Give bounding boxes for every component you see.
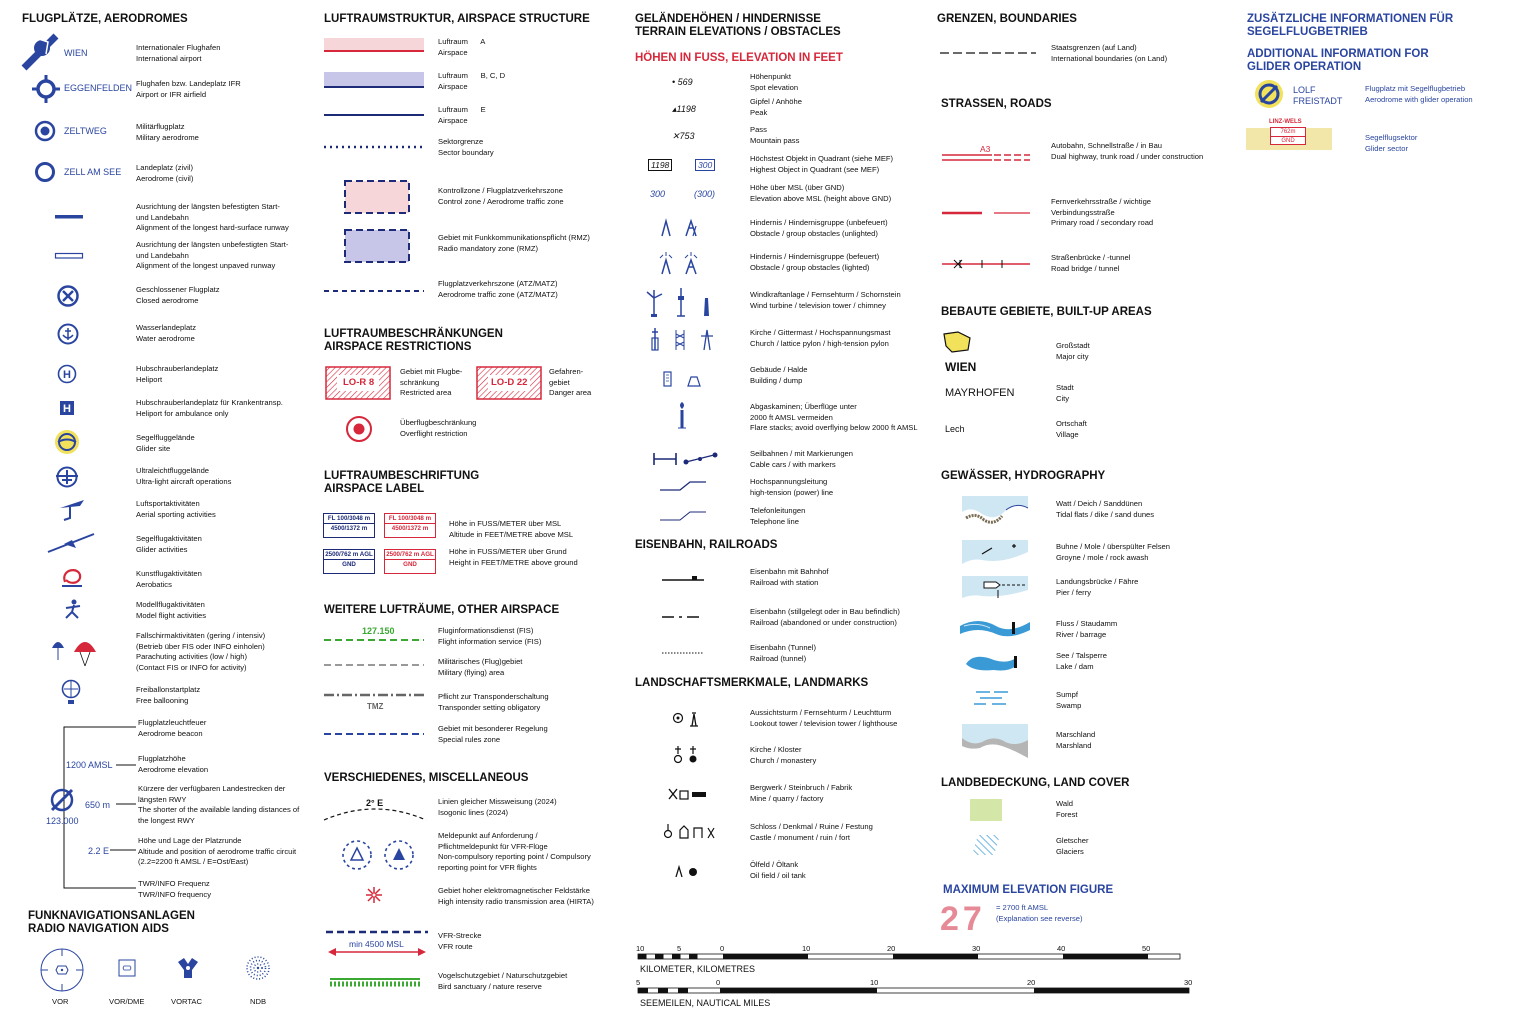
marsh-text: Marschland Marshland (1056, 730, 1096, 750)
radio-nav-heading: FUNKNAVIGATIONSANLAGEN RADIO NAVIGATION AIDS (28, 910, 195, 935)
vortac-label: VORTAC (171, 997, 202, 1006)
airspace-label-heading: LUFTRAUMBESCHRIFTUNG AIRSPACE LABEL (324, 470, 480, 495)
glider-sector-label (1270, 127, 1306, 145)
lake-dam-symbol (964, 650, 1026, 674)
twr-text: TWR/INFO Frequenz TWR/INFO frequency (138, 879, 211, 899)
aerodromes-heading: FLUGPLÄTZE, AERODROMES (22, 13, 188, 25)
mil-text: Militärflugplatz Military aerodrome (136, 122, 199, 142)
forest-text: Wald Forest (1056, 799, 1078, 819)
km-scale-label: KILOMETER, KILOMETRES (640, 964, 756, 974)
svg-text:H: H (63, 369, 71, 381)
label-agl-text: Höhe in FUSS/METER über Grund Height in FEET/METRE above ground (449, 547, 578, 567)
label-msl-blue-top: FL 100/3048 m (324, 514, 374, 524)
mine-quarry-factory-icon (668, 787, 710, 801)
pier-text: Landungsbrücke / Fähre Pier / ferry (1056, 577, 1139, 597)
bird-text: Vogelschutzgebiet / Naturschutzgebiet Bird sanctuary / nature reserve (438, 971, 568, 991)
aerodrome-sample-icon (48, 786, 76, 814)
aerobatics-text: Kunstflugaktivitäten Aerobatics (136, 569, 202, 589)
cable-car-icon (652, 451, 722, 467)
wind-tv-chimney-icon (644, 288, 716, 318)
railroad-station-icon (662, 573, 704, 583)
danger-code: LO-D 22 (491, 377, 528, 388)
spot-text: Höhenpunkt Spot elevation (750, 72, 799, 92)
glider-sector-name: LINZ-WELS (1269, 119, 1302, 125)
hirta-text: Gebiet hoher elektromagnetischer Feldstärke High intensity radio transmission area (HIRTA) (438, 886, 594, 906)
nm-tick: 0 (716, 978, 721, 987)
forest-swatch (970, 799, 1002, 821)
peak-text: Gipfel / Anhöhe Peak (750, 97, 802, 117)
glider-sector-alt: 762m (1271, 128, 1305, 137)
isogonic-text: Linien gleicher Missweisung (2024) Isogonic lines (2024) (438, 797, 557, 817)
unlit-text: Hindernis / Hindernisgruppe (unbefeuert) Obstacle / group obstacles (unlighted) (750, 218, 888, 238)
vor-dme-label: VOR/DME (109, 997, 145, 1006)
nm-tick: 20 (1027, 978, 1036, 987)
military-aerodrome-icon (34, 120, 56, 142)
model-flight-icon (62, 598, 84, 620)
rail1-text: Eisenbahn mit Bahnhof Railroad with station (750, 567, 829, 587)
atz-text: Flugplatzverkehrszone (ATZ/MATZ) Aerodrome traffic zone (ATZ/MATZ) (438, 279, 558, 299)
airspace-restrictions-heading: LUFTRAUMBESCHRÄNKUNGEN AIRSPACE RESTRICTIONS (324, 328, 503, 353)
nm-tick: 10 (870, 978, 879, 987)
lake-text: See / Talsperre Lake / dam (1056, 651, 1107, 671)
military-text: Militärisches (Flug)gebiet Military (flying) area (438, 657, 523, 677)
airspace-structure-heading: LUFTRAUMSTRUKTUR, AIRSPACE STRUCTURE (324, 13, 590, 25)
lookout-text: Aussichtsturm / Fernsehturm / Leuchtturm Lookout tower / television tower / lighthouse (750, 708, 898, 728)
highway-symbol (942, 152, 1030, 164)
flare-stack-icon (672, 402, 692, 430)
fis-text: Fluginformationsdienst (FIS) Flight information service (FIS) (438, 626, 542, 646)
spot-value: 569 (677, 77, 693, 87)
lookout-tower-icon (672, 710, 702, 728)
beacon-text: Flugplatzleuchtfeuer Aerodrome beacon (138, 718, 207, 738)
landmarks-heading: LANDSCHAFTSMERKMALE, LANDMARKS (635, 677, 869, 689)
glider-info-heading-en: ADDITIONAL INFORMATION FOR GLIDER OPERATION (1247, 48, 1429, 73)
international-airport-icon (16, 28, 64, 76)
glider-aerodrome-icon (1254, 79, 1284, 109)
rmz-symbol (344, 229, 410, 263)
road-bridge-symbol (942, 258, 1030, 270)
control-zone-symbol (344, 180, 410, 214)
primary-road-symbol (942, 210, 1030, 216)
mef-sample: 27 (940, 900, 986, 938)
intl-airport-text: Internationaler Flughafen International airport (136, 43, 221, 63)
glider-aerodrome-text: Flugplatz mit Segelflugbetrieb Aerodrome with glider operation (1365, 84, 1473, 104)
label-msl-red-bottom: 4500/1372 m (391, 525, 429, 532)
highway-code: A3 (980, 144, 991, 154)
km-tick: 10 (802, 944, 811, 953)
msl-sample: 300 (650, 189, 666, 199)
rail2-text: Eisenbahn (stillgelegt oder in Bau befindlich) Railroad (abandoned or under construction) (750, 607, 900, 627)
civil-aerodrome-icon (34, 161, 56, 183)
label-msl-blue-bottom: 4500/1372 m (330, 525, 368, 532)
balloon-text: Freiballonstartplatz Free ballooning (136, 685, 201, 705)
pier-ferry-symbol (962, 576, 1028, 602)
label-agl-red-top: 2500/762 m AGL (386, 551, 434, 558)
height-text: Höhe über MSL (über GND) Elevation above MSL (height above GND) (750, 183, 892, 203)
label-msl-text: Höhe in FUSS/METER über MSL Altitude in FEET/METRE above MSL (449, 519, 574, 539)
label-agl-red (384, 549, 436, 574)
pass-text: Pass Mountain pass (750, 125, 800, 145)
groyne-text: Buhne / Mole / überspülter Felsen Groyne / mole / rock awash (1056, 542, 1170, 562)
elevation-sample: 1200 AMSL (66, 760, 113, 770)
hirta-icon (366, 887, 382, 903)
glider-activity-text: Segelflugaktivitäten Glider activities (136, 534, 202, 554)
heli-ambulance-text: Hubschrauberlandeplatz für Krankentransp. Heliport for ambulance only (136, 398, 283, 418)
river-barrage-symbol (960, 612, 1030, 640)
power-text: Hochspannungsleitung high-tension (power) line (750, 477, 834, 497)
swamp-text: Sumpf Swamp (1056, 690, 1082, 710)
tmz-code: TMZ (367, 702, 384, 711)
zell-label: ZELL AM SEE (64, 167, 122, 177)
built-up-heading: BEBAUTE GEBIETE, BUILT-UP AREAS (941, 306, 1152, 318)
vor-label: VOR (52, 997, 69, 1006)
hard-runway-text: Ausrichtung der längsten befestigten Start- und Landebahn Alignment of the longest hard-surface runway (136, 202, 289, 233)
phone-text: Telefonleitungen Telephone line (750, 506, 806, 526)
ifr-text: Flughafen bzw. Landeplatz IFR Airport or IFR airfield (136, 79, 241, 99)
city-mayrhofen-sample: MAYRHOFEN (945, 387, 1015, 399)
km-tick: 30 (972, 944, 981, 953)
vortac-icon (176, 956, 200, 980)
balloon-icon (60, 680, 82, 706)
tmz-text: Pflicht zur Transponderschaltung Transponder setting obligatory (438, 692, 549, 712)
hard-runway-icon (55, 214, 83, 220)
glider-activity-icon (46, 530, 96, 556)
special-text: Gebiet mit besonderer Regelung Special rules zone (438, 724, 548, 744)
restricted-text: Gebiet mit Flugbe- schränkung Restricted area (400, 367, 463, 398)
ifr-airport-icon (32, 75, 60, 103)
monastery-text: Kirche / Kloster Church / monastery (750, 745, 817, 765)
power-line-icon (658, 478, 708, 494)
overflight-restriction-icon (345, 415, 373, 443)
isogonic-code: 2° E (366, 798, 384, 808)
airspace-a-text: Luftraum A Airspace (438, 37, 486, 57)
city-wien-sample: WIEN (945, 360, 977, 374)
nm-scale-label: SEEMEILEN, NAUTICAL MILES (640, 998, 771, 1008)
water-text: Wasserlandeplatz Water aerodrome (136, 323, 197, 343)
rwy-length-text: Kürzere der verfügbaren Landestrecken der längsten RWY The shorter of the available landing distances of the longest RWY (138, 784, 300, 825)
civil-text: Landeplatz (zivil) Aerodrome (civil) (136, 163, 194, 183)
misc-heading: VERSCHIEDENES, MISCELLANEOUS (324, 772, 529, 784)
model-text: Modellflugaktivitäten Model flight activities (136, 600, 207, 620)
overflight-text: Überflugbeschränkung Overflight restriction (400, 418, 477, 438)
hydrography-heading: GEWÄSSER, HYDROGRAPHY (941, 470, 1106, 482)
label-agl-blue-bottom: GND (342, 561, 356, 568)
sector-boundary-symbol (324, 144, 424, 150)
vfr-code: min 4500 MSL (349, 939, 404, 949)
label-agl-red-bottom: GND (403, 561, 417, 568)
vor-icon (38, 946, 86, 994)
glider-site-icon (54, 429, 80, 455)
circuit-text: Höhe und Lage der Platzrunde Altitude and position of aerodrome traffic circuit (2.2=2200 ft AMSL / E=Ost/East) (138, 836, 297, 867)
primary-text: Fernverkehrsstraße / wichtige Verbindungsstraße Primary road / secondary road (1051, 197, 1154, 228)
elevation-text: Flugplatzhöhe Aerodrome elevation (138, 754, 209, 774)
ultralight-text: Ultraleichtfluggelände Ultra-light aircraft operations (136, 466, 232, 486)
atz-symbol (324, 288, 424, 294)
nm-tick: 30 (1184, 978, 1193, 987)
glider-sector-gnd: GND (1281, 138, 1295, 144)
km-scale-bar (630, 944, 1190, 964)
glider-sector-text: Segelflugsektor Glider sector (1365, 133, 1418, 153)
groyne-symbol (962, 540, 1028, 568)
restricted-code: LO-R 8 (343, 377, 375, 388)
international-boundary-symbol (940, 50, 1036, 56)
zeltweg-label: ZELTWEG (64, 126, 107, 136)
reporting-text: Meldepunkt auf Anforderung / Pflichtmeldepunkt für VFR-Flüge Non-compulsory reporting point / Compulsory reporting point for VFR flights (438, 831, 591, 872)
danger-text: Gefahren- gebiet Danger area (549, 367, 592, 398)
major-city-text: Großstadt Major city (1056, 341, 1090, 361)
unpaved-runway-text: Ausrichtung der längsten unbefestigten Start- und Landebahn Alignment of the longest unpaved runway (136, 240, 289, 271)
fis-frequency: 127.150 (362, 626, 395, 636)
heliport-text: Hubschrauberlandeplatz Heliport (136, 364, 219, 384)
rmz-text: Gebiet mit Funkkommunikationspflicht (RMZ) Radio mandatory zone (RMZ) (438, 233, 590, 253)
ctr-text: Kontrollzone / Flugplatzverkehrszone Control zone / Aerodrome traffic zone (438, 186, 564, 206)
church-pylon-icon (648, 328, 714, 352)
sector-text: Sektorgrenze Sector boundary (438, 137, 494, 157)
building-text: Gebäude / Halde Building / dump (750, 365, 808, 385)
building-dump-icon (662, 370, 702, 388)
pass-sample: ✕753 (672, 131, 695, 141)
vor-dme-icon (117, 958, 137, 978)
church-text: Kirche / Gittermast / Hochspannungsmast Church / lattice pylon / high-tension pylon (750, 328, 891, 348)
airspace-a-symbol (324, 38, 424, 54)
oil-text: Ölfeld / Öltank Oil field / oil tank (750, 860, 806, 880)
label-msl-red (384, 513, 436, 538)
nm-scale-bar (630, 978, 1192, 998)
unpaved-runway-icon (55, 253, 83, 259)
mine-text: Bergwerk / Steinbruch / Fabrik Mine / quarry / factory (750, 783, 853, 803)
reporting-points-icon (340, 838, 420, 872)
ndb-icon (245, 955, 271, 981)
other-airspace-heading: WEITERE LUFTRÄUME, OTHER AIRSPACE (324, 604, 560, 616)
km-tick: 10 (636, 944, 645, 953)
wien-label: WIEN (64, 48, 88, 58)
circuit-sample: 2.2 E (88, 846, 110, 856)
closed-text: Geschlossener Flugplatz Closed aerodrome (136, 285, 220, 305)
vfr-text: VFR-Strecke VFR route (438, 931, 482, 951)
castle-monument-icon (664, 824, 714, 840)
aerobatics-icon (60, 564, 86, 590)
obstacle-unlit-icon (658, 218, 714, 238)
eggenfelden-label: EGGENFELDEN (64, 83, 133, 93)
closed-aerodrome-icon (56, 284, 80, 308)
elevation-feet-heading: HÖHEN IN FUSS, ELEVATION IN FEET (635, 52, 843, 64)
km-tick: 20 (887, 944, 896, 953)
highest-object-sample: 1198 (648, 159, 672, 171)
aerial-sport-icon (58, 498, 86, 522)
castle-text: Schloss / Denkmal / Ruine / Festung Castle / monument / ruin / fort (750, 822, 873, 842)
military-line-symbol (324, 662, 424, 668)
cable-text: Seilbahnen / mit Markierungen Cable cars / with markers (750, 449, 853, 469)
tidal-flats-symbol (962, 496, 1028, 528)
special-rules-line-symbol (324, 731, 424, 737)
glider-info-heading-de: ZUSÄTZLICHE INFORMATIONEN FÜR SEGELFLUGBETRIEB (1247, 13, 1454, 38)
marshland-symbol (962, 724, 1028, 758)
bridge-text: Straßenbrücke / -tunnel Road bridge / tunnel (1051, 253, 1131, 273)
railroad-tunnel-icon (662, 650, 704, 656)
aerial-text: Luftsportaktivitäten Aerial sporting activities (136, 499, 216, 519)
terrain-heading: GELÄNDEHÖHEN / HINDERNISSE TERRAIN ELEVATIONS / OBSTACLES (635, 13, 841, 38)
label-agl-blue-top: 2500/762 m AGL (325, 551, 373, 558)
parachute-text: Fallschirmaktivitäten (gering / intensiv) (Betrieb über FIS oder INFO einholen) Parachuting activities (low / high) (Contact FIS or INFO for activity) (136, 631, 266, 672)
ndb-label: NDB (250, 997, 267, 1006)
heliport-icon (57, 364, 77, 384)
airspace-e-text: Luftraum E Airspace (438, 105, 486, 125)
spot-sample: • 569 (672, 77, 693, 87)
major-city-shape (942, 330, 972, 354)
km-tick: 40 (1057, 944, 1066, 953)
village-text: Ortschaft Village (1056, 419, 1087, 439)
frequency-sample: 123.000 (46, 816, 79, 826)
telephone-line-icon (658, 508, 708, 524)
pass-value: 753 (679, 131, 695, 141)
railroads-heading: EISENBAHN, RAILROADS (635, 539, 778, 551)
label-agl-blue (323, 549, 375, 574)
airspace-e-symbol (324, 112, 424, 118)
airspace-bcd-symbol (324, 72, 424, 90)
heliport-ambulance-icon (60, 401, 74, 415)
city-text: Stadt City (1056, 383, 1074, 403)
glacier-text: Gletscher Glaciers (1056, 836, 1089, 856)
tmz-line-symbol (324, 692, 424, 698)
lit-text: Hindernis / Hindernisgruppe (befeuert) Obstacle / group obstacles (lighted) (750, 252, 880, 272)
peak-value: 1198 (676, 104, 696, 114)
label-msl-blue (323, 513, 375, 538)
airspace-bcd-text: Luftraum B, C, D Airspace (438, 71, 506, 91)
nm-tick: 5 (636, 978, 641, 987)
parachute-icon (50, 638, 98, 668)
swamp-symbol (972, 688, 1012, 710)
wind-text: Windkraftanlage / Fernsehturm / Schornstein Wind turbine / television tower / chimney (750, 290, 901, 310)
roads-heading: STRASSEN, ROADS (941, 98, 1052, 110)
highest-text: Höchstest Objekt in Quadrant (siehe MEF) Highest Object in Quadrant (see MEF) (750, 154, 894, 174)
highway-text: Autobahn, Schnellstraße / in Bau Dual highway, trunk road / under construction (1051, 141, 1204, 161)
fis-line-symbol (324, 637, 424, 643)
village-lech-sample: Lech (945, 424, 965, 434)
svg-text:H: H (63, 403, 71, 415)
border-text: Staatsgrenzen (auf Land) International boundaries (on Land) (1051, 43, 1168, 63)
gnd-sample: (300) (694, 189, 716, 199)
label-msl-red-top: FL 100/3048 m (385, 514, 435, 524)
km-tick: 0 (720, 944, 725, 953)
runway-length-sample: 650 m (85, 800, 111, 810)
peak-sample: ▴1198 (672, 104, 696, 114)
mef-text: = 2700 ft AMSL (Explanation see reverse) (996, 903, 1083, 923)
flare-text: Abgaskaminen; Überflüge unter 2000 ft AMSL vermeiden Flare stacks; avoid overflying below 2000 ft AMSL (750, 402, 918, 433)
railroad-abandoned-icon (662, 614, 704, 620)
km-tick: 50 (1142, 944, 1151, 953)
land-cover-heading: LANDBEDECKUNG, LAND COVER (941, 777, 1130, 789)
obstacle-lit-icon (658, 252, 714, 276)
glacier-swatch (970, 833, 1002, 857)
river-text: Fluss / Staudamm River / barrage (1056, 619, 1118, 639)
church-monastery-icon (674, 746, 700, 764)
ultralight-icon (54, 464, 80, 490)
rail3-text: Eisenbahn (Tunnel) Railroad (tunnel) (750, 643, 816, 663)
tidal-text: Watt / Deich / Sanddünen Tidal flats / dike / sand dunes (1056, 499, 1155, 519)
mef-heading: MAXIMUM ELEVATION FIGURE (943, 884, 1114, 896)
water-aerodrome-icon (56, 322, 80, 346)
glider-aerodrome-name: LOLF FREISTADT (1293, 85, 1343, 106)
glider-site-text: Segelfluggelände Glider site (136, 433, 195, 453)
boundaries-heading: GRENZEN, BOUNDARIES (937, 13, 1077, 25)
km-tick: 5 (677, 944, 682, 953)
highest-object-blue-sample: 300 (695, 159, 715, 171)
oil-field-tank-icon (674, 865, 700, 879)
bird-sanctuary-symbol (330, 975, 420, 989)
